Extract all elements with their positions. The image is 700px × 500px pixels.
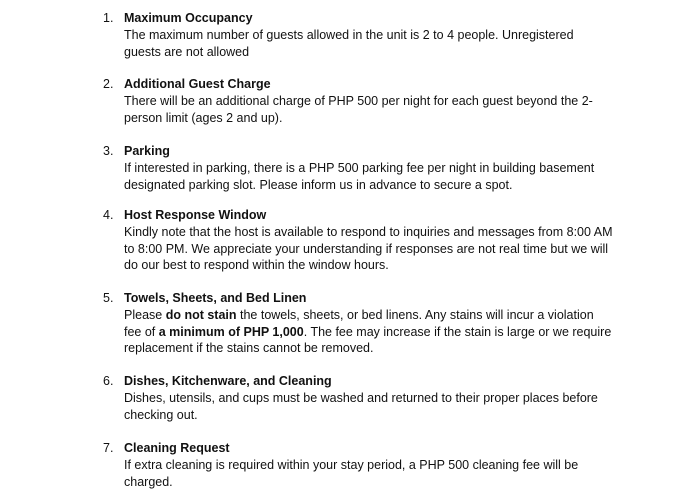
rule-number: 2. — [103, 77, 114, 91]
rule-body — [124, 307, 624, 357]
rule-title: Dishes, Kitchenware, and Cleaning — [124, 374, 332, 388]
rule-body — [124, 457, 624, 490]
rule-body-line: guests are not allowed — [124, 44, 250, 59]
emphasis-text: a minimum of PHP 1,000 — [158, 324, 304, 339]
rule-body-line: If extra cleaning is required within your stay period, a PHP 500 cleaning fee will be — [124, 458, 579, 472]
rule-body — [124, 160, 624, 193]
rule-title: Parking — [124, 144, 170, 158]
rule-number: 7. — [103, 441, 114, 455]
rule-body — [124, 390, 624, 423]
rule-body — [124, 93, 624, 126]
rule-body-line: Dishes, utensils, and cups must be washed and returned to their proper places before — [124, 391, 598, 405]
rule-number: 3. — [103, 144, 114, 158]
rule-body-line: There will be an additional charge of PHP 500 per night for each guest beyond the 2- — [124, 94, 593, 108]
rule-body-line: charged. — [124, 474, 173, 489]
emphasis-text: do not stain — [165, 308, 237, 322]
rule-number: 4. — [103, 208, 114, 222]
rule-body-line: Please do not stain the towels, sheets, or bed linens. Any stains will incur a violation — [124, 308, 594, 322]
rule-body-line: fee of a minimum of PHP 1,000. The fee may increase if the stain is large or we require — [124, 324, 612, 339]
rule-number: 6. — [103, 374, 114, 388]
rule-number: 5. — [103, 291, 114, 305]
rule-body-line: checking out. — [124, 407, 198, 422]
rule-body-line: replacement if the stains cannot be removed. — [124, 341, 374, 356]
rule-body-line: do our best to respond within the window hours. — [124, 258, 389, 273]
rule-body-line: If interested in parking, there is a PHP 500 parking fee per night in building basement — [124, 161, 595, 175]
rule-title: Host Response Window — [124, 208, 267, 222]
rule-title: Cleaning Request — [124, 441, 230, 455]
rule-body-line: Kindly note that the host is available to respond to inquiries and messages from 8:00 AM — [124, 225, 613, 239]
rule-body-line: designated parking slot. Please inform us in advance to secure a spot. — [124, 177, 513, 192]
rule-body-line: person limit (ages 2 and up). — [124, 110, 283, 125]
rule-title: Towels, Sheets, and Bed Linen — [124, 291, 307, 305]
rule-body — [124, 27, 624, 60]
rule-title: Additional Guest Charge — [124, 77, 271, 91]
rule-title: Maximum Occupancy — [124, 11, 253, 25]
rule-body-line: to 8:00 PM. We appreciate your understanding if responses are not real time but we will — [124, 241, 609, 256]
rule-body — [124, 224, 624, 274]
rule-body-line: The maximum number of guests allowed in the unit is 2 to 4 people. Unregistered — [124, 28, 574, 42]
rule-number: 1. — [103, 11, 114, 25]
